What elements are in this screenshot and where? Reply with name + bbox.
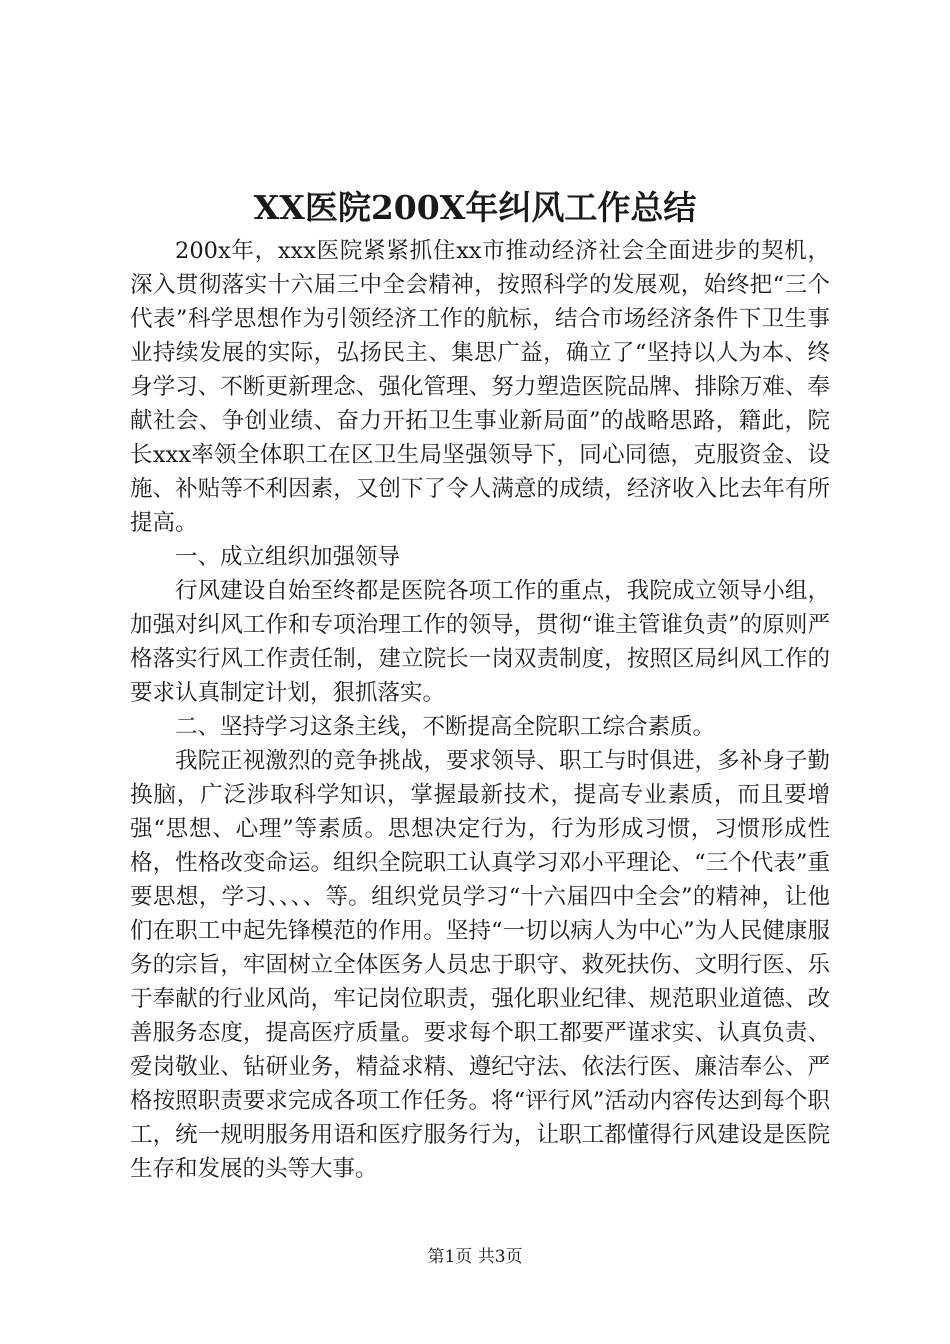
section-1-paragraph: 行风建设自始至终都是医院各项工作的重点，我院成立领导小组，加强对纠风工作和专项治理工作的领导，贯彻“谁主管谁负责”的原则严格落实行风工作责任制，建立院长一岗双责制度，按照区局纠风工作的要求认真制定计划，狠抓落实。 (130, 578, 830, 706)
section-heading-1: 一、成立组织加强领导 (175, 544, 401, 570)
intro-paragraph: 200x年，xxx医院紧紧抓住xx市推动经济社会全面进步的契机，深入贯彻落实十六届三中全会精神，按照科学的发展观，始终把“三个代表”科学思想作为引领经济工作的航标，结合市场经济条件下卫生事业持续发展的实际，弘扬民主、集思广益，确立了“坚持以人为本、终身学习、不断更新理念、强化管理、努力塑造医院品牌、排除万难、奉献社会、争创业绩、奋力开拓卫生事业新局面”的战略思路，籍此，院长xxx率领全体职工在区卫生局坚强领导下，同心同德，克服资金、设施、补贴等不利因素，又创下了令人满意的成绩，经济收入比去年有所提高。 (130, 238, 830, 536)
page-number-footer: 第1页 共3页 (427, 1247, 523, 1267)
document-title: XX医院200X年纠风工作总结 (253, 188, 697, 227)
section-heading-2: 二、坚持学习这条主线，不断提高全院职工综合素质。 (175, 714, 716, 740)
section-2-paragraph: 我院正视激烈的竞争挑战，要求领导、职工与时俱进，多补身子勤换脑，广泛涉取科学知识，掌握最新技术，提高专业素质，而且要增强“思想、心理”等素质。思想决定行为，行为形成习惯，习惯形成性格，性格改变命运。组织全院职工认真学习邓小平理论、“三个代表”重要思想，学习、、、、等。组织党员学习“十六届四中全会”的精神，让他们在职工中起先锋模范的作用。坚持“一切以病人为中心”为人民健康服务的宗旨，牢固树立全体医务人员忠于职守、救死扶伤、文明行医、乐于奉献的行业风尚，牢记岗位职责，强化职业纪律、规范职业道德、改善服务态度，提高医疗质量。要求每个职工都要严谨求实、认真负责、爱岗敬业、钻研业务，精益求精、遵纪守法、依法行医、廉洁奉公、严格按照职责要求完成各项工作任务。将“评行风”活动内容传达到每个职工，统一规明服务用语和医疗服务行为，让职工都懂得行风建设是医院生存和发展的头等大事。 (130, 748, 830, 1182)
document-body (130, 234, 830, 1186)
